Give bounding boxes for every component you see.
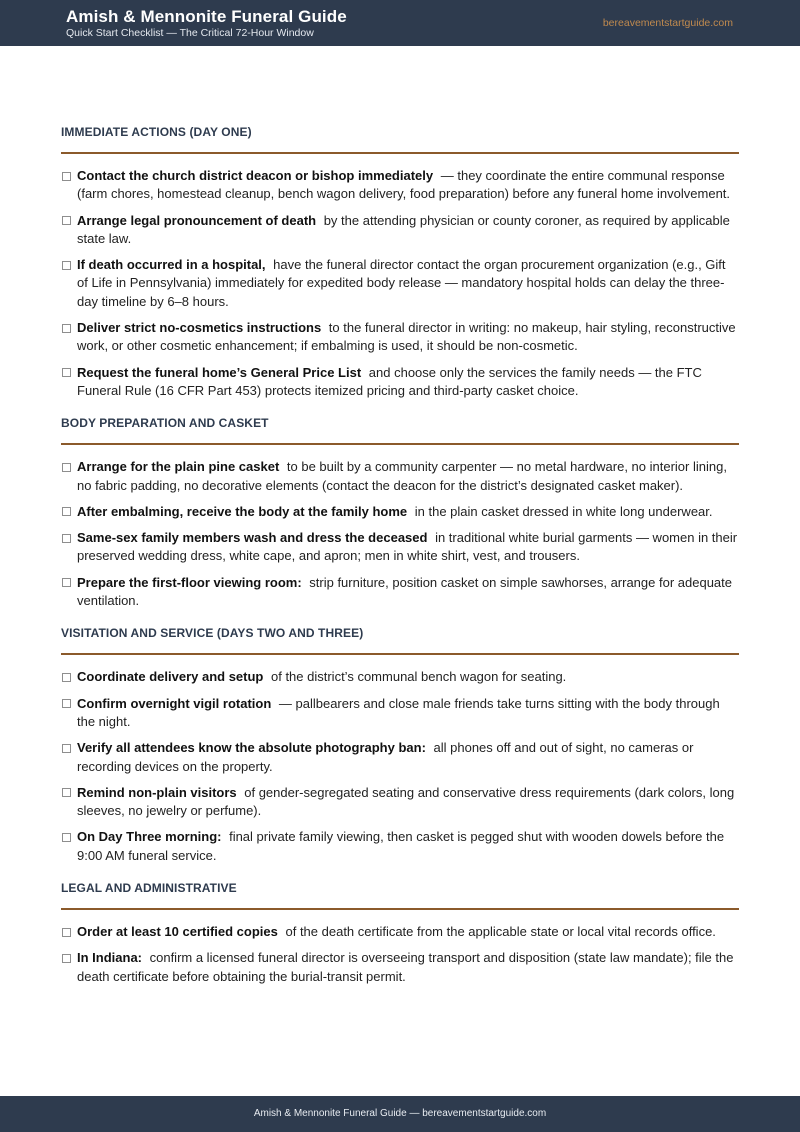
checkbox[interactable] (62, 928, 71, 937)
item-lead-text: Contact the church district deacon or bishop immediately (77, 168, 434, 183)
checklist-item (61, 695, 739, 732)
item-body-text: have the funeral director contact the organ procurement organization (e.g., Gift of Life in Pennsylvania) immediately for expedited body release — mandatory hospital holds can delay the three-day timeline by 6–8 hours. (77, 257, 726, 309)
checklist-item (61, 668, 739, 686)
checkbox[interactable] (62, 172, 71, 181)
checklist-item (61, 784, 739, 821)
item-lead-text: Prepare the first-floor viewing room: (77, 574, 302, 590)
item-body-text: final private family viewing, then casket is pegged shut with wooden dowels before the 9:00 AM funeral service. (77, 829, 725, 863)
item-body-text: and choose only the services the family needs — the FTC Funeral Rule (16 CFR Part 453) protects itemized pricing and third-party casket choice. (77, 364, 702, 398)
checklist-section (61, 416, 739, 610)
item-body-text: all phones off and out of sight, no cameras or recording devices on the property. (77, 740, 694, 774)
guide-subtitle: Quick Start Checklist — The Critical 72-Hour Window (66, 27, 314, 39)
item-body-text: confirm a licensed funeral director is overseeing transport and disposition (state law mandate); file the death certificate before obtaining the burial-transit permit. (77, 950, 734, 984)
item-body-text: of gender-segregated seating and conservative dress requirements (dark colors, long sleeves, no jewelry or perfume). (77, 784, 735, 819)
checkbox[interactable] (62, 534, 71, 543)
checklist-item (61, 828, 739, 865)
item-lead-text: After embalming, receive the body at the family home (77, 503, 408, 519)
checkbox[interactable] (62, 954, 71, 963)
item-body-text: — pallbearers and close male friends take turns sitting with the body through the night. (77, 695, 720, 729)
item-body-text: of the district’s communal bench wagon for seating. (267, 669, 567, 685)
checklist-item (61, 364, 739, 401)
checkbox[interactable] (62, 833, 71, 842)
item-body-text: to the funeral director in writing: no makeup, hair styling, reconstructive work, or other cosmetic enhancement; if embalming is used, it should be non-cosmetic. (77, 320, 736, 354)
section-heading: IMMEDIATE ACTIONS (DAY ONE) (61, 125, 739, 154)
item-lead-text: Confirm overnight vigil rotation (77, 695, 272, 711)
item-body-text: in traditional white burial garments — women in their preserved wedding dress, white cape, and apron; men in white shirt, vest, and trousers. (77, 530, 738, 564)
item-lead-text: Order at least 10 certified copies (77, 924, 278, 940)
item-lead-text: On Day Three morning: (77, 829, 222, 845)
checkbox[interactable] (62, 578, 71, 587)
item-lead-text: Arrange for the plain pine casket (77, 459, 280, 475)
checkbox[interactable] (62, 699, 71, 708)
item-lead-text: Same-sex family members wash and dress the deceased (77, 530, 428, 546)
item-lead-text: Deliver strict no-cosmetics instructions (77, 320, 322, 336)
item-body-text: of the death certificate from the applicable state or local vital records office. (281, 924, 716, 940)
checklist-section (61, 881, 739, 986)
checklist-item (61, 574, 739, 611)
item-body-text: to be built by a community carpenter — no metal hardware, no interior lining, no fabric padding, no decorative elements (contact the deacon for the district’s designated casket maker). (77, 459, 727, 493)
item-lead-text: Request the funeral home’s General Price List (77, 364, 362, 380)
section-heading: LEGAL AND ADMINISTRATIVE (61, 881, 739, 910)
checklist-content (61, 125, 739, 1002)
checklist-item (61, 923, 739, 941)
item-lead-text: In Indiana: (77, 950, 142, 966)
checklist-item (61, 167, 739, 204)
checkbox[interactable] (62, 463, 71, 472)
page-footer: Amish & Mennonite Funeral Guide — bereavementstartguide.com (0, 1096, 800, 1132)
item-lead-text: Arrange legal pronouncement of death (77, 212, 317, 228)
checklist-item (61, 503, 739, 521)
item-body-text: strip furniture, position casket on simple sawhorses, arrange for adequate ventilation. (77, 574, 732, 609)
checklist-section (61, 125, 739, 400)
section-heading: VISITATION AND SERVICE (DAYS TWO AND THREE) (61, 626, 739, 655)
item-lead-text: Verify all attendees know the absolute photography ban: (77, 740, 426, 756)
checklist-item (61, 458, 739, 495)
checkbox[interactable] (62, 216, 71, 225)
checkbox[interactable] (62, 788, 71, 797)
item-body-text: by the attending physician or county coroner, as required by applicable state law. (77, 212, 730, 246)
checkbox[interactable] (62, 261, 71, 270)
checkbox[interactable] (62, 507, 71, 516)
item-lead-text: If death occurred in a hospital, (77, 257, 266, 273)
page-header (0, 0, 800, 46)
checklist-item (61, 319, 739, 356)
checklist-item (61, 739, 739, 776)
item-lead-text: Coordinate delivery and setup (77, 669, 264, 685)
checklist-section (61, 626, 739, 865)
checkbox[interactable] (62, 744, 71, 753)
checklist-item (61, 949, 739, 986)
checklist-item (61, 529, 739, 566)
guide-title: Amish & Mennonite Funeral Guide (66, 7, 347, 26)
checklist-item (61, 256, 739, 311)
checklist-item (61, 212, 739, 249)
section-heading: BODY PREPARATION AND CASKET (61, 416, 739, 445)
item-body-text: in the plain casket dressed in white long underwear. (411, 503, 713, 519)
item-lead-text: Remind non-plain visitors (77, 784, 237, 800)
item-body-text: — they coordinate the entire communal response (farm chores, homestead cleanup, bench wagon delivery, food preparation) before any funeral home involvement. (77, 168, 731, 202)
checkbox[interactable] (62, 324, 71, 333)
checkbox[interactable] (62, 673, 71, 682)
checkbox[interactable] (62, 368, 71, 377)
site-link[interactable]: bereavementstartguide.com (602, 17, 733, 29)
